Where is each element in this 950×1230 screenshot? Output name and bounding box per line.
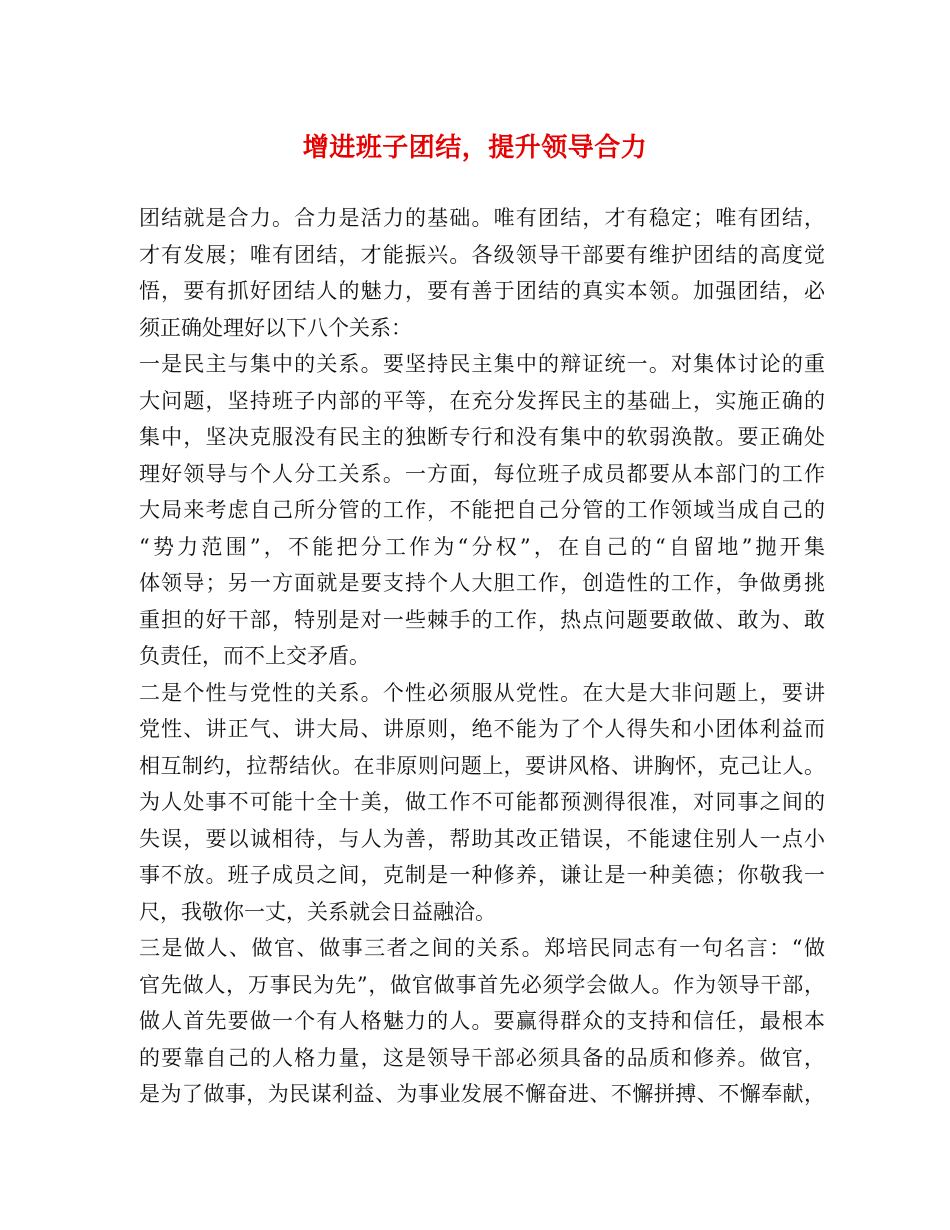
text-line: 事不放。班子成员之间，克制是一种修养，谦让是一种美德；你敬我一: [139, 863, 825, 887]
text-line: 三是做人、做官、做事三者之间的关系。郑培民同志有一句名言：“做: [139, 936, 825, 960]
text-line: 团结就是合力。合力是活力的基础。唯有团结，才有稳定；唯有团结，: [139, 206, 825, 230]
text-line: 为人处事不可能十全十美，做工作不可能都预测得很准，对同事之间的: [139, 790, 825, 814]
text-line: 一是民主与集中的关系。要坚持民主集中的辩证统一。对集体讨论的重: [139, 352, 825, 376]
text-line: 党性、讲正气、讲大局、讲原则，绝不能为了个人得失和小团体利益而: [139, 717, 825, 741]
text-line: 相互制约，拉帮结伙。在非原则问题上，要讲风格、讲胸怀，克己让人。: [139, 753, 825, 778]
text-line: 是为了做事，为民谋利益、为事业发展不懈奋进、不懈拼搏、不懈奉献，: [139, 1082, 825, 1106]
document-body: [139, 200, 825, 1113]
text-line: 才有发展；唯有团结，才能振兴。各级领导干部要有维护团结的高度觉: [139, 242, 825, 267]
document-title: 增进班子团结，提升领导合力: [302, 133, 648, 163]
text-line: 须正确处理好以下八个关系：: [139, 315, 412, 340]
text-line: 失误，要以诚相待，与人为善，帮助其改正错误，不能逮住别人一点小: [139, 826, 825, 851]
paragraph-personality-party: [139, 675, 825, 931]
text-line: 尺，我敬你一丈，关系就会日益融洽。: [139, 899, 496, 924]
text-line: 做人首先要做一个有人格魅力的人。要赢得群众的支持和信任，最根本: [139, 1009, 825, 1033]
text-line: 的要靠自己的人格力量，这是领导干部必须具备的品质和修养。做官，: [139, 1045, 825, 1070]
text-line: 二是个性与党性的关系。个性必须服从党性。在大是大非问题上，要讲: [139, 680, 825, 705]
text-line: 理好领导与个人分工关系。一方面，每位班子成员都要从本部门的工作: [139, 461, 825, 486]
paragraph-person-official-work: [139, 930, 825, 1113]
text-line: 重担的好干部，特别是对一些棘手的工作，热点问题要敢做、敢为、敢: [139, 607, 825, 632]
text-line: 集中，坚决克服没有民主的独断专行和没有集中的软弱涣散。要正确处: [139, 425, 825, 449]
text-line: 负责任，而不上交矛盾。: [139, 644, 370, 668]
paragraph-democracy-centralism: [139, 346, 825, 675]
text-line: 大局来考虑自己所分管的工作，不能把自己分管的工作领域当成自己的: [139, 498, 825, 522]
paragraph-intro: [139, 200, 825, 346]
text-line: 大问题，坚持班子内部的平等，在充分发挥民主的基础上，实施正确的: [139, 388, 825, 413]
text-line: 悟，要有抓好团结人的魅力，要有善于团结的真实本领。加强团结，必: [139, 279, 825, 303]
text-line: “势力范围”，不能把分工作为“分权”，在自己的“自留地”抛开集: [139, 534, 825, 559]
text-line: 体领导；另一方面就是要支持个人大胆工作，创造性的工作，争做勇挑: [139, 571, 825, 595]
text-line: 官先做人，万事民为先”，做官做事首先必须学会做人。作为领导干部，: [139, 972, 825, 997]
